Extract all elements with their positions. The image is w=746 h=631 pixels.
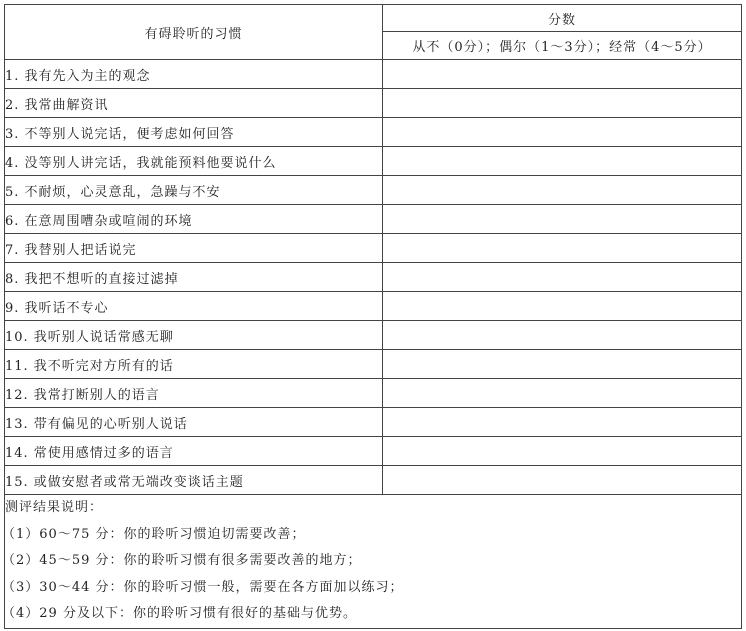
habit-item: 1. 我有先入为主的观念 bbox=[5, 60, 383, 89]
score-cell[interactable] bbox=[383, 466, 742, 495]
table-row bbox=[5, 147, 742, 176]
habit-item: 7. 我替别人把话说完 bbox=[5, 234, 383, 263]
habit-column-header: 有碍聆听的习惯 bbox=[5, 5, 383, 60]
table-row bbox=[5, 379, 742, 408]
habit-item: 14. 常使用感情过多的语言 bbox=[5, 437, 383, 466]
table-row bbox=[5, 350, 742, 379]
header-row bbox=[5, 5, 742, 32]
habit-item: 6. 在意周围嘈杂或喧闹的环境 bbox=[5, 205, 383, 234]
score-cell[interactable] bbox=[383, 321, 742, 350]
habit-item: 13. 带有偏见的心听别人说话 bbox=[5, 408, 383, 437]
table-row bbox=[5, 408, 742, 437]
listening-habits-table bbox=[4, 4, 742, 629]
table-row bbox=[5, 89, 742, 118]
notes-line: （1）60～75 分：你的聆听习惯迫切需要改善； bbox=[2, 526, 306, 542]
score-scale-header: 从不（0分）；偶尔（1～3分）；经常（4～5分） bbox=[383, 32, 742, 60]
table-body bbox=[2, 5, 742, 629]
score-cell[interactable] bbox=[383, 60, 742, 89]
habit-item: 8. 我把不想听的直接过滤掉 bbox=[5, 263, 383, 292]
score-cell[interactable] bbox=[383, 292, 742, 321]
score-cell[interactable] bbox=[383, 147, 742, 176]
table-row bbox=[5, 263, 742, 292]
table-row bbox=[5, 466, 742, 495]
notes-line: （4）29 分及以下：你的聆听习惯有很好的基础与优势。 bbox=[2, 606, 357, 621]
notes-row bbox=[5, 495, 742, 629]
table-row bbox=[5, 60, 742, 89]
score-cell[interactable] bbox=[383, 350, 742, 379]
table-row bbox=[5, 176, 742, 205]
score-cell[interactable] bbox=[383, 263, 742, 292]
habit-item: 12. 我常打断别人的语言 bbox=[5, 379, 383, 408]
habit-item: 2. 我常曲解资讯 bbox=[5, 89, 383, 118]
score-cell[interactable] bbox=[383, 437, 742, 466]
habit-item: 3. 不等别人说完话，便考虑如何回答 bbox=[5, 118, 383, 147]
table-row bbox=[5, 118, 742, 147]
habit-item: 4. 没等别人讲完话，我就能预料他要说什么 bbox=[5, 147, 383, 176]
table-row bbox=[5, 292, 742, 321]
table-row bbox=[5, 437, 742, 466]
table-row bbox=[5, 321, 742, 350]
score-cell[interactable] bbox=[383, 408, 742, 437]
habit-item: 10. 我听别人说话常感无聊 bbox=[5, 321, 383, 350]
score-cell[interactable] bbox=[383, 205, 742, 234]
habit-item: 15. 或做安慰者或常无端改变谈话主题 bbox=[5, 466, 383, 495]
habit-item: 9. 我听话不专心 bbox=[5, 292, 383, 321]
habit-item: 11. 我不听完对方所有的话 bbox=[5, 350, 383, 379]
score-cell[interactable] bbox=[383, 379, 742, 408]
notes-line: （2）45～59 分：你的聆听习惯有很多需要改善的地方； bbox=[2, 553, 362, 568]
evaluation-notes bbox=[2, 495, 742, 629]
score-cell[interactable] bbox=[383, 118, 742, 147]
score-cell[interactable] bbox=[383, 234, 742, 263]
notes-title: 测评结果说明： bbox=[5, 500, 104, 515]
score-cell[interactable] bbox=[383, 176, 742, 205]
table-row bbox=[5, 205, 742, 234]
score-cell[interactable] bbox=[383, 89, 742, 118]
habit-item: 5. 不耐烦，心灵意乱，急躁与不安 bbox=[5, 176, 383, 205]
notes-line: （3）30～44 分：你的聆听习惯一般，需要在各方面加以练习； bbox=[2, 579, 404, 595]
score-column-header: 分数 bbox=[383, 5, 742, 32]
table-row bbox=[5, 234, 742, 263]
